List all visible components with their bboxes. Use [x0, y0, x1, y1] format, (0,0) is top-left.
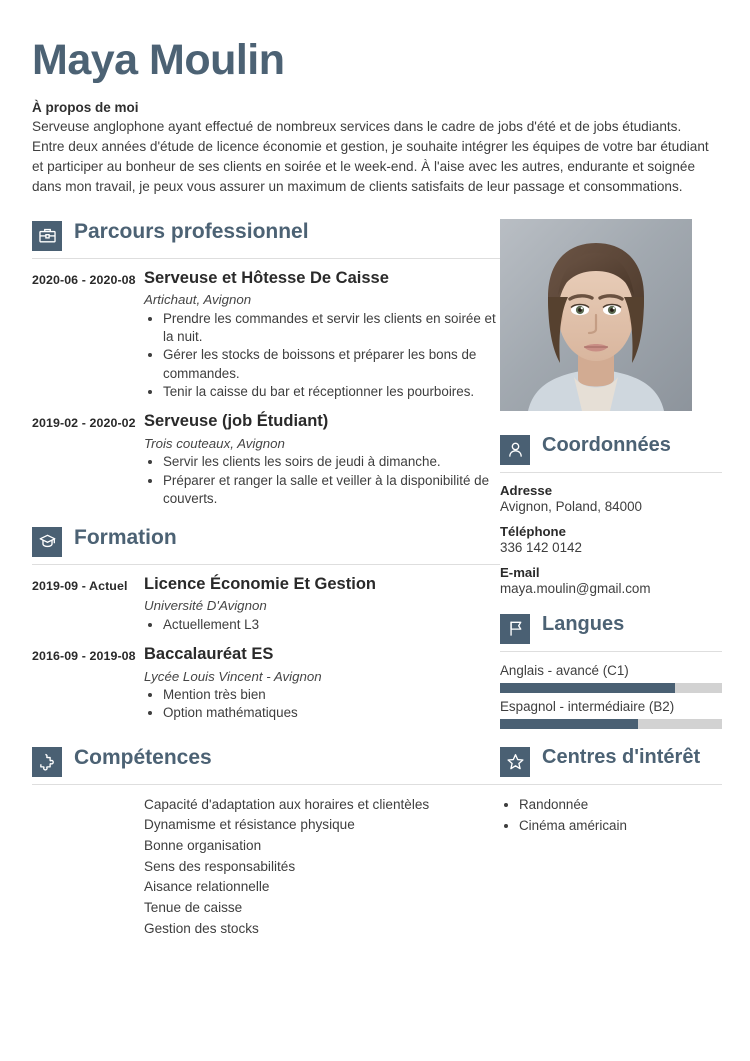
section-title-interests: Centres d'intérêt: [542, 745, 701, 768]
header: [0, 0, 750, 83]
section-header: [500, 612, 722, 644]
entry-title: Licence Économie Et Gestion: [144, 574, 376, 593]
section-skills: [32, 745, 500, 940]
about-text: Serveuse anglophone ayant effectué de nombreux services dans le cadre de jobs d'été et de jobs étudiants. Entre deux années d'étude de licence économie et gestion, je souhaite intégrer les équipes de votre bar étudiant et participer au bonheur de ses clients en soirée et le week-end. À l'aise avec les autres, endurante et soignée dans mon travail, je peux vous assurer un maximum de clients satisfaits de leur passage et consommations.: [32, 119, 709, 194]
entry-bullets: [144, 310, 500, 402]
briefcase-icon: [32, 221, 62, 251]
contact-value-phone: 336 142 0142: [500, 539, 582, 555]
entry-date: 2020-06 - 2020-08: [32, 272, 136, 287]
language-item: [500, 698, 722, 729]
entry-organization: Université D'Avignon: [144, 598, 267, 614]
contact-field: [500, 483, 722, 515]
section-title-experience: Parcours professionnel: [74, 219, 309, 243]
person-icon: [500, 435, 530, 465]
list-item: • Tenir la caisse du bar et réceptionner les pourboires.: [163, 383, 500, 401]
language-level-fill: [500, 719, 638, 729]
puzzle-piece-icon: [32, 747, 62, 777]
experience-entry: [32, 412, 500, 508]
contact-field: [500, 524, 722, 556]
entry-organization: Lycée Louis Vincent - Avignon: [144, 668, 322, 684]
section-languages: [500, 612, 722, 729]
language-name: Espagnol - intermédiaire (B2): [500, 698, 675, 714]
entry-body: [144, 645, 500, 723]
entry-body: [144, 412, 500, 508]
section-header: [500, 745, 722, 777]
section-interests: [500, 745, 722, 837]
entry-bullets: [144, 686, 500, 723]
section-title-skills: Compétences: [74, 745, 212, 769]
list-item: Aisance relationnelle: [144, 879, 270, 895]
list-item: Tenue de caisse: [144, 900, 243, 916]
list-item: • Cinéma américain: [519, 816, 722, 837]
section-title-education: Formation: [74, 525, 177, 549]
about-section: [0, 83, 750, 196]
entry-date: 2016-09 - 2019-08: [32, 648, 136, 663]
entry-date: 2019-02 - 2020-02: [32, 416, 136, 431]
list-item: Capacité d'adaptation aux horaires et clientèles: [144, 796, 430, 812]
contact-field: [500, 565, 722, 597]
contact-label: Adresse: [500, 482, 553, 498]
section-header: [32, 219, 500, 251]
section-header: [32, 525, 500, 557]
education-entry: [32, 575, 500, 634]
list-item: • Randonnée: [519, 795, 722, 816]
divider: [32, 564, 500, 565]
list-item: • Servir les clients les soirs de jeudi à dimanche.: [163, 453, 500, 471]
list-item: • Gérer les stocks de boissons et préparer les bons de commandes.: [163, 346, 500, 383]
section-header: [32, 745, 500, 777]
language-level-bar: [500, 683, 722, 693]
language-name: Anglais - avancé (C1): [500, 662, 629, 678]
list-item: Sens des responsabilités: [144, 858, 296, 874]
about-title: À propos de moi: [32, 100, 139, 116]
entry-title: Serveuse et Hôtesse De Caisse: [144, 268, 389, 287]
language-level-fill: [500, 683, 675, 693]
divider: [500, 651, 722, 652]
entry-bullets: [144, 453, 500, 508]
list-item: Dynamisme et résistance physique: [144, 817, 355, 833]
avatar: [500, 219, 692, 411]
section-title-contact: Coordonnées: [542, 433, 671, 456]
body-columns: [0, 219, 750, 944]
section-experience: [32, 219, 500, 509]
section-education: [32, 525, 500, 723]
divider: [32, 258, 500, 259]
right-column: [500, 219, 750, 841]
section-title-languages: Langues: [542, 612, 625, 635]
skills-list: [32, 795, 500, 940]
language-item: [500, 662, 722, 693]
left-column: [0, 219, 500, 944]
language-level-bar: [500, 719, 722, 729]
interests-list: [500, 795, 722, 837]
graduation-cap-icon: [32, 527, 62, 557]
experience-entry: [32, 269, 500, 402]
list-item: Gestion des stocks: [144, 920, 259, 936]
contact-value-address: Avignon, Poland, 84000: [500, 498, 642, 514]
list-item: Bonne organisation: [144, 838, 262, 854]
entry-date: 2019-09 - Actuel: [32, 578, 128, 593]
list-item: • Actuellement L3: [163, 616, 500, 634]
list-item: • Mention très bien: [163, 686, 500, 704]
education-entry: [32, 645, 500, 723]
list-item: • Option mathématiques: [163, 704, 500, 722]
entry-bullets: [144, 616, 500, 634]
entry-organization: Trois couteaux, Avignon: [144, 436, 285, 452]
list-item: • Prendre les commandes et servir les clients en soirée et la nuit.: [163, 310, 500, 347]
section-header: [500, 433, 722, 465]
divider: [500, 472, 722, 473]
entry-title: Serveuse (job Étudiant): [144, 412, 329, 431]
contact-value-email[interactable]: maya.moulin@gmail.com: [500, 581, 651, 597]
entry-title: Baccalauréat ES: [144, 644, 274, 663]
flag-icon: [500, 614, 530, 644]
entry-body: [144, 269, 500, 402]
entry-organization: Artichaut, Avignon: [144, 292, 252, 308]
entry-body: [144, 575, 500, 634]
divider: [500, 784, 722, 785]
star-icon: [500, 747, 530, 777]
list-item: • Préparer et ranger la salle et veiller à la disponibilité de couverts.: [163, 472, 500, 509]
contact-label: E-mail: [500, 565, 540, 581]
contact-label: Téléphone: [500, 523, 566, 539]
divider: [32, 784, 500, 785]
page-title: Maya Moulin: [32, 36, 285, 84]
section-contact: [500, 433, 722, 598]
